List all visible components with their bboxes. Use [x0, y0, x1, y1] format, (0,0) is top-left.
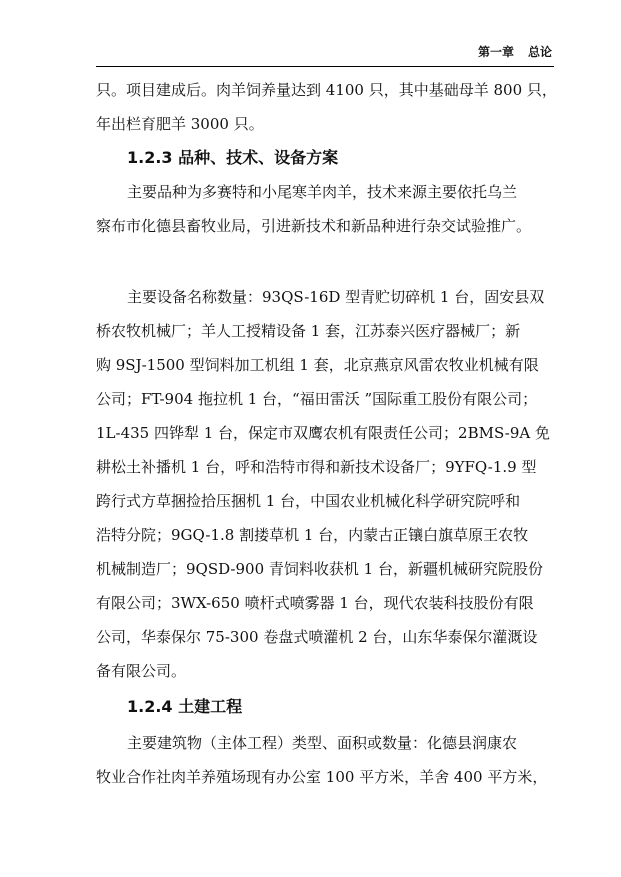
chapter-label: 第一章 [478, 45, 515, 59]
body-line: 察布市化德县畜牧业局，引进新技术和新品种进行杂交试验推广。 [96, 217, 532, 235]
body-line: 公司；FT-904 拖拉机 1 台，“福田雷沃 ”国际重工股份有限公司； [96, 390, 538, 408]
body-line: 备有限公司。 [96, 662, 187, 680]
body-line: 有限公司；3WX-650 喷杆式喷雾器 1 台，现代农装科技股份有限 [96, 594, 534, 612]
body-line: 浩特分院；9GQ-1.8 割搂草机 1 台，内蒙古正镶白旗草原王农牧 [96, 526, 529, 544]
body-line: 主要品种为多赛特和小尾寒羊肉羊，技术来源主要依托乌兰 [127, 183, 518, 201]
body-line: 公司，华泰保尔 75-300 卷盘式喷灌机 2 台，山东华泰保尔灌溉设 [96, 628, 538, 646]
body-line: 牧业合作社肉羊养殖场现有办公室 100 平方米，羊舍 400 平方米， [96, 768, 548, 786]
body-line: 主要设备名称数量：93QS-16D 型青贮切碎机 1 台，固安县双 [127, 288, 545, 306]
page-header [478, 43, 552, 60]
body-line: 购 9SJ-1500 型饲料加工机组 1 套，北京燕京风雷农牧业机械有限 [96, 356, 539, 374]
header-rule [96, 66, 554, 67]
body-line: 1L-435 四铧犁 1 台，保定市双鹰农机有限责任公司；2BMS-9A 免 [96, 424, 551, 442]
body-line: 主要建筑物（主体工程）类型、面积或数量：化德县润康农 [127, 734, 518, 752]
body-line: 年出栏育肥羊 3000 只。 [96, 115, 264, 133]
body-line: 桥农牧机械厂；羊人工授精设备 1 套，江苏泰兴医疗器械厂；新 [96, 322, 521, 340]
body-line: 只。项目建成后。肉羊饲养量达到 4100 只，其中基础母羊 800 只， [96, 81, 557, 99]
chapter-title: 总论 [528, 45, 553, 59]
section-heading-1-2-3: 1.2.3 品种、技术、设备方案 [127, 148, 339, 167]
section-heading-1-2-4: 1.2.4 土建工程 [127, 697, 243, 716]
body-line: 耕松土补播机 1 台，呼和浩特市得和新技术设备厂；9YFQ-1.9 型 [96, 458, 537, 476]
body-line: 跨行式方草捆捡拾压捆机 1 台，中国农业机械化科学研究院呼和 [96, 492, 521, 510]
body-line: 机械制造厂；9QSD-900 青饲料收获机 1 台，新疆机械研究院股份 [96, 560, 543, 578]
